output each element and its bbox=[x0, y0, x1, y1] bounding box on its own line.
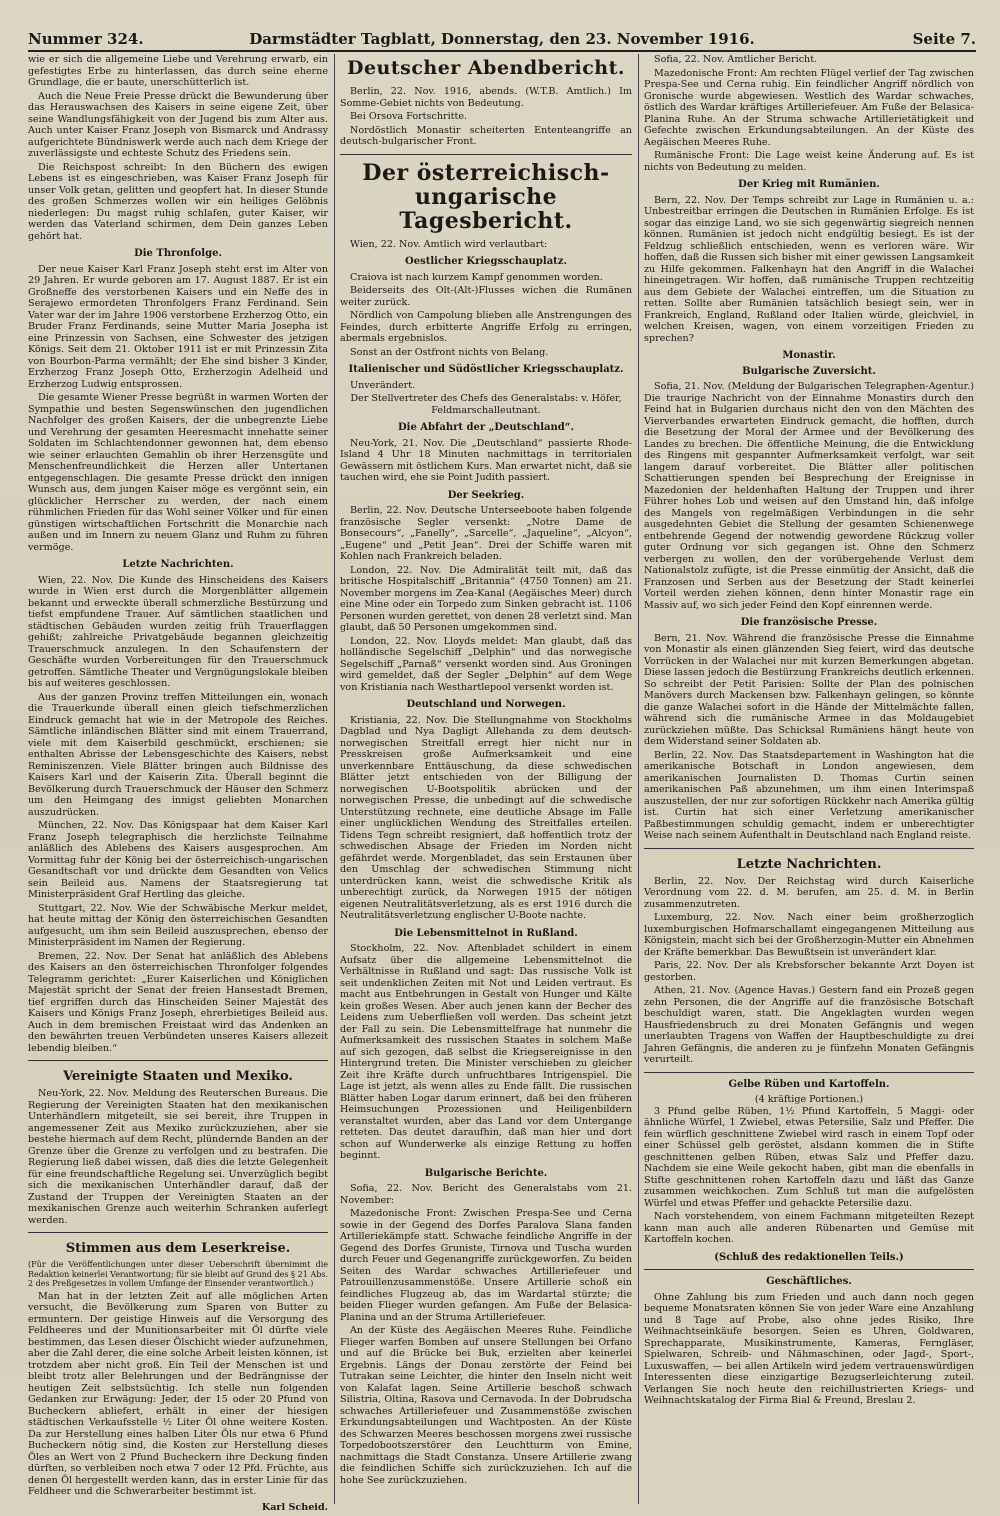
paragraph: Athen, 21. Nov. (Agence Havas.) Gestern fand ein Prozeß gegen zehn Personen, die der Angriffe auf die französische Botschaft beschuldigt waren, statt. Die Angeklagten wurden wegen Hausfriedensbruch zu drei Monaten Gefängnis und wegen unerlaubten Tragens von Waffen der Hauptbeschuldigte zu drei Jahren Gefängnis, die anderen zu je fünfzehn Monaten Gefängnis verurteilt. bbox=[644, 985, 974, 1065]
paragraph: Sofia, 21. Nov. (Meldung der Bulgarischen Telegraphen-Agentur.) Die traurige Nachricht von der Einnahme Monastirs durch den Feind hat in Bulgarien durchaus nicht den von den Mächten des Vierverbandes erwarteten Eindruck gemacht, die hofften, durch die Besetzung der Moral der Armee und der Bevölkerung des Landes zu brechen. Die öffentliche Meinung, die die Entwicklung des Ringens mit gespannter Aufmerksamkeit verfolgt, war seit langem darauf vorbereitet. Die Blätter aller politischen Schattierungen spenden bei Besprechung der Ereignisse in Mazedonien der heldenhaften Haltung der Truppen und ihrer Führer hohes Lob und weisen auf den Umstand hin, daß infolge des Mangels von regelmäßigen Verbindungen in die sehr ausgedehnten Gebiet die Stellung der gesamten Schienenwege entbehrende Gegend der notwendig gewordene Rückzug voller guter Ordnung vor sich gegangen ist. Ohne den Schmerz verbergen zu wollen, den der vorübergehende Verlust dem Nationalstolz zufügte, ist die Presse einmütig der Ansicht, daß die Franzosen und Serben aus der Besetzung der Stadt keinerlei Vorteil werden ziehen können, denn hinter Monastir rage ein Massiv auf, wo sich jeder Feind den Kopf einrennen werde. bbox=[644, 381, 974, 611]
paragraph: Mazedonische Front: Am rechten Flügel verlief der Tag zwischen Prespa-See und Cerna ruhig. Ein feindlicher Angriff nördlich von Gronische wurde abgewiesen. Westlich des Wardar schwaches, östlich des Wardar kräftiges Artilleriefeuer. Am Fuße der Belasica-Planina Ruhe. An der Struma schwache Artillerietätigkeit und Gefechte zwischen Erkundungsabteilungen. An der Küste des Aegäischen Meeres Ruhe. bbox=[644, 67, 974, 148]
divider bbox=[28, 1060, 328, 1061]
column-divider bbox=[334, 54, 335, 1504]
paragraph: Nach vorstehendem, von einem Fachmann mitgeteilten Rezept kann man auch alle anderen Rübenarten und Gemüse mit Kartoffeln kochen. bbox=[644, 1211, 974, 1245]
section-heading: Der Krieg mit Rumänien. bbox=[738, 179, 880, 190]
paragraph: An der Küste des Aegäischen Meeres Ruhe. Feindliche Flieger warfen Bomben auf unsere Stellungen bei Orfano und auf die Brücke bei Buk, erzielten aber keinerlei Ergebnis. Längs der Donau zerstörte der Feind bei Tutrakan seine Leichter, die hinter den Inseln nicht weit von Kalafat lagen. Seine Artillerie beschoß schwach Silistria, Oltina, Rasova und Cernavoda. In der Dobrudscha schwaches Artilleriefeuer und Zusammenstöße zwischen Erkundungsabteilungen und Wachtposten. An der Küste des Schwarzen Meeres beschossen morgens zwei russische Torpedobootszerstörer den Leuchtturm von Emine, nachmittags die Stadt Constanza. Unsere Artillerie zwang die feindlichen Schiffe sich zurückzuziehen. Ich auf die hohe See zurückzuziehen. bbox=[340, 1325, 632, 1486]
paragraph: Bern, 22. Nov. Der Temps schreibt zur Lage in Rumänien u. a.: Unbestreitbar erringen die Deutschen in Rumänien Erfolge. Es ist sogar das einzige Land, wo sie sich gegenwärtig siegreich nennen können. Rumänien ist jedoch nicht endgültig besiegt. Es ist der Feldzug schließlich entschieden, wenn es verloren wäre. Wir hoffen, daß die Russen sich bisher mit einer gewissen Langsamkeit zu Hilfe gekommen. Falkenhayn hat den Angriff in die Walachei hineingetragen. Wir hoffen, daß rumänische Truppen rechtzeitig aus dem Gebiete der Walachei eintreffen, um die Situation zu retten. Sollte aber Rumänien tatsächlich besiegt sein, wer in Frankreich, England, Rußland oder Italien würde, gleichviel, in welchen Kreisen, wagen, von einem vorzeitigen Frieden zu sprechen? bbox=[644, 194, 974, 344]
paragraph: Bremen, 22. Nov. Der Senat hat anläßlich des Ablebens des Kaisers an den österreichischen Thronfolger folgendes Telegramm gerichtet: „Eurer Kaiserlichen und Königlichen Majestät spricht der Senat der freien Hansestadt Bremen, tief ergriffen durch das Hinscheiden Seiner Majestät des Kaisers und Königs Franz Joseph, ehrerbietiges Beileid aus. Auch in dem bremischen Freistaat wird das Andenken an den bewährten treuen Verbündeten unseres Kaisers allezeit lebendig bleiben.“ bbox=[28, 950, 328, 1054]
section-heading: Gelbe Rüben und Kartoffeln. bbox=[728, 1078, 890, 1090]
section-heading: Deutschland und Norwegen. bbox=[406, 699, 566, 710]
paragraph: München, 22. Nov. Das Königspaar hat dem Kaiser Karl Franz Joseph telegraphisch die herzlichste Teilnahme anläßlich des Ablebens des Kaisers ausgesprochen. Am Vormittag fuhr der König bei der österreichisch-ungarischen Gesandtschaft vor und drückte dem Gesandten von Velics sein Beileid aus. Namens der Staatsregierung tat Ministerpräsident Graf Hertling das gleiche. bbox=[28, 820, 328, 900]
section-heading: Bulgarische Berichte. bbox=[424, 1167, 548, 1179]
section-subheading: Bulgarische Zuversicht. bbox=[742, 365, 876, 377]
paragraph: Der Stellvertreter des Chefs des Generalstabs: v. Höfer, Feldmarschalleutnant. bbox=[350, 393, 622, 416]
disclaimer: (Für die Veröffentlichungen unter dieser Ueberschrift übernimmt die Redaktion keinerlei Verantwortung; für sie bleibt auf Grund des § 21 Abs. 2 des Preßgesetzes in vollem Umfange der Einsender verantwortlich.) bbox=[28, 1260, 328, 1288]
editorial-end-note: (Schluß des redaktionellen Teils.) bbox=[714, 1251, 904, 1263]
paragraph: Sonst an der Ostfront nichts von Belang. bbox=[350, 346, 549, 358]
issue-number: Nummer 324. bbox=[28, 30, 144, 48]
section-heading: Letzte Nachrichten. bbox=[122, 559, 234, 570]
paragraph: Nördlich von Campolung blieben alle Anstrengungen des Feindes, durch erbitterte Angriffe Erfolg zu erringen, abermals ergebnislos. bbox=[340, 310, 632, 344]
paragraph: Man hat in der letzten Zeit auf alle möglichen Arten versucht, die Bevölkerung zum Sparen von Butter zu ermuntern. Der geistige Hinweis auf die Versorgung des Feldheeres und der Munitionsarbeiter mit Öl dürfte viele bestimmen, das Lesen dieser Ölschicht wieder aufzunehmen, aber die Zahl derer, die eine solche Arbeit leisten können, ist trotzdem aber nicht groß. Ein Teil der Menschen ist und bleibt trotz aller Belehrungen und der Bedrängnisse der heutigen Zeit selbstsüchtig. Ich stelle nun folgenden Gedanken zur Erwägung: Jeder, der 15 oder 20 Pfund von Bucheckern abliefert, erhält in einer der hiesigen städtischen Verkaufsstelle ½ Liter Öl ohne weitere Kosten. Da zur Herstellung eines halben Liter Öls nur etwa 6 Pfund Bucheckern nötig sind, die Kosten zur Herstellung dieses Öles an Wert von 2 Pfund Bucheckern ihre Deckung finden dürften, so verbleiben noch etwa 7 oder 12 Pfd. Früchte, aus denen Öl hergestellt werden kann, das in erster Linie für das Feldheer und die Schwerarbeiter bestimmt ist. bbox=[28, 1290, 328, 1497]
paragraph: Rumänische Front: Die Lage weist keine Änderung auf. Es ist nichts von Bedeutung zu melden. bbox=[644, 150, 974, 173]
paragraph: Berlin, 22. Nov. Der Reichstag wird durch Kaiserliche Verordnung vom 22. d. M. berufen, am 25. d. M. in Berlin zusammenzutreten. bbox=[644, 875, 974, 910]
masthead-rule bbox=[28, 50, 976, 52]
section-heading: Die Lebensmittelnot in Rußland. bbox=[394, 927, 578, 939]
divider bbox=[340, 154, 632, 155]
paragraph: Bern, 21. Nov. Während die französische Presse die Einnahme von Monastir als einen glänzenden Sieg feiert, wird das deutsche Vorrücken in der Walachei nur mit kurzen Bemerkungen abgetan. Diese lassen jedoch die Bestürzung Frankreichs deutlich erkennen. So schreibt der Petit Parisien: Sollte der Plan des polnischen Manövers durch Mackensen bzw. Falkenhayn gelingen, so könnte die ganze Walachei sofort in die Hände der Mittelmächte fallen, während sich die rumänische Armee in das Moldaugebiet zurückziehen müßte. Das Schicksal Rumäniens hängt heute von dem Widerstand seiner Soldaten ab. bbox=[644, 632, 974, 747]
section-heading: Die Abfahrt der „Deutschland“. bbox=[397, 422, 575, 433]
paragraph: Nordöstlich Monastir scheiterten Ententeangriffe an deutsch-bulgarischer Front. bbox=[340, 124, 632, 147]
paragraph: Kristiania, 22. Nov. Die Stellungnahme von Stockholms Dagblad und Nya Dagligt Allehanda zu dem deutsch-norwegischen Streitfall erregt hier nicht nur in Presskreisen große Aufmerksamkeit und eine unverkennbare Enttäuschung, da diese schwedischen Blätter jetzt entschieden von der Billigung der norwegischen U-Bootspolitik abrücken und der norwegischen Presse, die unbedingt auf die schwedische Unterstützung rechnete, eine deutliche Absage im Falle einer unglücklichen Wendung des Streitfalles erteilen. Tidens Tegn schreibt resigniert, daß hoffentlich trotz der schwedischen Absage der Frieden im Norden nicht gefährdet werde. Morgenbladet, das sein Erstaunen über den Umschlag der schwedischen Stimmung nicht unterdrücken kann, weist die schwedische Kritik als unberechtigt zurück, da Norwegen 1915 der nötigen eigenen Neutralitätsverletzung, als es erst 1916 durch die Neutralitätsverletzung englischer U-Boote nachte. bbox=[340, 714, 632, 921]
newspaper-dateline: Darmstädter Tagblatt, Donnerstag, den 23. November 1916. bbox=[249, 30, 755, 48]
paragraph: Luxemburg, 22. Nov. Nach einer beim großherzoglich luxemburgischen Hofmarschallamt eingegangenen Mitteilung aus Königstein, macht sich bei der Großherzogin-Mutter ein Abnehmen der Kräfte bemerkbar. Das Bewußtsein ist unverändert klar. bbox=[644, 912, 974, 958]
column-divider bbox=[638, 54, 639, 1504]
advertisement-text: Ohne Zahlung bis zum Frieden und auch dann noch gegen bequeme Monatsraten können Sie von jeder Ware eine Anzahlung und 8 Tage auf Probe, also ohne jedes Risiko, Ihre Weihnachtseinkäufe besorgen. Seien es Uhren, Goldwaren, Sprechapparate, Musikinstrumente, Kameras, Ferngläser, Spielwaren, Schreib- und Nähmaschinen, oder Jagd-, Sport-, Luxuswaffen, — bei allen Artikeln wird jedem vertrauenswürdigen Interessenten diese einzigartige Bezugserleichterung zuteil. Verlangen Sie noch heute den reichillustrierten Kriegs- und Weihnachtskatalog der Firma Bial & Freund, Breslau 2. bbox=[644, 1291, 974, 1406]
section-heading: Der österreichisch-ungarische Tagesbericht. bbox=[362, 159, 610, 234]
paragraph: Auch die Neue Freie Presse drückt die Bewunderung über das Herauswachsen des Kaisers in seine eigene Zeit, über seine Wandlungsfähigkeit von der Jugend bis zum Alter aus. Auch unter Kaiser Franz Joseph von Bismarck und Andrassy aufgerichtete Bündniswerk werde auch nach dem Kriege der zuverlässigste und echteste Schutz des Friedens sein. bbox=[28, 90, 328, 159]
column-1 bbox=[28, 54, 328, 1513]
paragraph: Bei Orsova Fortschritte. bbox=[350, 111, 468, 122]
divider bbox=[644, 1269, 974, 1270]
section-heading: Oestlicher Kriegsschauplatz. bbox=[405, 256, 567, 267]
paragraph: Berlin, 22. Nov. Das Staatsdepartement in Washington hat die amerikanische Botschaft in London angewiesen, dem amerikanischen Journalisten D. Thomas Curtin seinen amerikanischen Paß abzunehmen, um ihm einen Interimspaß auszustellen, der nur zur sofortigen Rückkehr nach Amerika gültig ist. Curtin hat sich einer Verletzung amerikanischer Paßbestimmungen schuldig gemacht, indem er unberechtigter Weise nach seinem Aufenthalt in Deutschland nach England reiste. bbox=[644, 749, 974, 841]
column-2 bbox=[340, 54, 632, 1504]
masthead bbox=[28, 30, 976, 50]
paragraph: Wien, 22. Nov. Die Kunde des Hinscheidens des Kaisers wurde in Wien erst durch die Morgenblätter allgemein bekannt und erweckte überall schmerzliche Bestürzung und tiefst empfundene Trauer. Auf sämtlichen staatlichen und städtischen Gebäuden wurden zeitig früh Trauerflaggen gehißt; zahlreiche Privatgebäude begannen gleichzeitig Trauerschmuck anzulegen. In den Schaufenstern der Geschäfte wurden Vorbereitungen für den Trauerschmuck getroffen. Sämtliche Theater und Vergnügungslokale bleiben bis auf weiteres geschlossen. bbox=[28, 574, 328, 689]
section-heading: Stimmen aus dem Leserkreise. bbox=[65, 1241, 291, 1256]
paragraph: Aus der ganzen Provinz treffen Mitteilungen ein, wonach die Trauerkunde überall einen gleich tiefschmerzlichen Eindruck gemacht hat wie in der Metropole des Reiches. Sämtliche inländischen Blätter sind mit einem Trauerrand, viele mit dem Kaiserbild geschmückt, erschienen; sie enthalten Abrisse der Lebensgeschichte des Kaisers, nebst Reminiszenzen. Viele Blätter bringen auch Bildnisse des Kaisers Karl und der Kaiserin Zita. Überall beginnt die Bevölkerung durch Trauerschmuck der Häuser den Schmerz um den Heimgang des innigst geliebten Monarchen auszudrücken. bbox=[28, 691, 328, 818]
paragraph: Neu-York, 21. Nov. Die „Deutschland“ passierte Rhode-Island 4 Uhr 18 Minuten nachmittags in territorialen Gewässern mit östlichem Kurs. Man erwartet nicht, daß sie tauchen wird, ehe sie Point Judith passiert. bbox=[340, 437, 632, 483]
paragraph: Berlin, 22. Nov. 1916, abends. (W.T.B. Amtlich.) Im Somme-Gebiet nichts von Bedeutung. bbox=[340, 86, 632, 109]
paragraph: wie er sich die allgemeine Liebe und Verehrung erwarb, ein gefestigtes Erbe zu hinterlassen, das durch seine eherne Grundlage, die er baute, unerschütterlich ist. bbox=[28, 54, 328, 88]
column-3 bbox=[644, 54, 974, 1504]
paragraph: Stockholm, 22. Nov. Aftenbladet schildert in einem Aufsatz über die allgemeine Lebensmittelnot die Verhältnisse in Rußland und sagt: Das russische Volk ist seit undenklichen Zeiten mit Not und Leiden vertraut. Es macht aus Entbehrungen in Gestalt von Hunger und Kälte kein großes Wesen. Aber auch jenen kann der Becher des Leidens zum Ueberfließen voll werden. Das scheint jetzt der Fall zu sein. Die Lebensmittelfrage hat nunmehr die Aufmerksamkeit des russischen Staates in solchem Maße auf sich gezogen, daß selbst die Kriegsereignisse in den Hintergrund treten. Die Minister verschieben zu gleicher Zeit ihre Kräfte durch unfruchtbares Intrigenspiel. Die Lage ist jetzt, als wenn alles zu Ende fällt. Die russischen Blätter haben Logar darum erinnert, daß bei den früheren Heimsuchungen Prozessionen und Heiligenbildern veranstaltet wurden, aber das Land vor dem Untergange retteten. Das deutet daraufhin, daß man hier und dort schon auf Wunderwerke als einzige Rettung zu hoffen beginnt. bbox=[340, 943, 632, 1161]
paragraph: London, 22. Nov. Lloyds meldet: Man glaubt, daß das holländische Segelschiff „Delphin“ und das norwegische Segelschiff „Parnaß“ versenkt worden sind. Aus Groningen wird gemeldet, daß der Segler „Delphin“ auf dem Wege von Kristiania nach Westhartlepool versenkt worden ist. bbox=[340, 635, 632, 693]
section-heading: Der Seekrieg. bbox=[447, 489, 525, 501]
section-heading: Italienischer und Südöstlicher Kriegsschauplatz. bbox=[348, 364, 624, 375]
divider bbox=[28, 1232, 328, 1233]
paragraph: Sofia, 22. Nov. Bericht des Generalstabs vom 21. November: bbox=[340, 1183, 632, 1206]
section-heading: Die französische Presse. bbox=[740, 617, 878, 628]
divider bbox=[644, 1072, 974, 1073]
paragraph: Sofia, 22. Nov. Amtlicher Bericht. bbox=[654, 54, 818, 65]
paragraph: Craiova ist nach kurzem Kampf genommen worden. bbox=[350, 271, 603, 283]
signature: Karl Scheid. bbox=[261, 1501, 328, 1513]
section-heading: Monastir. bbox=[782, 350, 836, 361]
section-heading: Deutscher Abendbericht. bbox=[346, 57, 626, 79]
section-heading: Vereinigte Staaten und Mexiko. bbox=[63, 1069, 293, 1084]
section-heading: Geschäftliches. bbox=[766, 1276, 852, 1287]
paragraph: 3 Pfund gelbe Rüben, 1½ Pfund Kartoffeln, 5 Maggi- oder ähnliche Würfel, 1 Zwiebel, etwas Petersilie, Salz und Pfeffer. Die fein würflich geschnittene Zwiebel wird rasch in einem Topf oder einer Schüssel gelb geröstet, alsdann kommen die in Stifte geschnittenen gelben Rüben, etwas Salz und Pfeffer dazu. Nachdem sie eine Weile gekocht haben, gibt man die ebenfalls in Stifte geschnittenen rohen Kartoffeln dazu und läßt das Ganze zusammen weichkochen. Zum Schluß tut man die aufgelösten Würfel und etwas Pfeffer und gehackte Petersilie dazu. bbox=[644, 1105, 974, 1209]
section-heading: Die Thronfolge. bbox=[134, 248, 222, 259]
paragraph: Mazedonische Front: Zwischen Prespa-See und Cerna sowie in der Gegend des Dorfes Paralova Slana fanden Artilleriekämpfe statt. Schwache feindliche Angriffe in der Gegend des Dorfes Gruniste, Tirnova und Tuscha wurden durch Feuer und Gegenangriffe zurückgeworfen. Zu beiden Seiten des Wardar schwaches Artilleriefeuer und Patrouillenzusammenstöße. Unsere Artillerie schoß ein feindliches Flugzeug ab, das im Wardartal stürzte; die beiden Flieger wurden gefangen. Am Fuße der Belasica-Planina und an der Struma Artilleriefeuer. bbox=[340, 1208, 632, 1323]
paragraph: Unverändert. bbox=[350, 379, 416, 391]
paragraph: Der neue Kaiser Karl Franz Joseph steht erst im Alter von 29 Jahren. Er wurde geboren am 17. August 1887. Er ist ein Großneffe des verstorbenen Kaisers und ein Neffe des in Serajewo ermordeten Thronfolgers Franz Ferdinand. Sein Vater war der im Jahre 1906 verstorbene Erzherzog Otto, ein Bruder Franz Ferdinands, seine Mutter Maria Josepha ist eine Prinzessin von Sachsen, eine Schwester des jetzigen Königs. Seit dem 21. Oktober 1911 ist er mit Prinzessin Zita von Bourbon-Parma vermählt; der Ehe sind bisher 3 Kinder, Erzherzog Franz Joseph Otto, Erzherzogin Adelheid und Erzherzog Ludwig entsprossen. bbox=[28, 263, 328, 390]
paragraph: Neu-York, 22. Nov. Meldung des Reuterschen Bureaus. Die Regierung der Vereinigten Staaten hat den mexikanischen Unterhändlern mitgeteilt, sie sei bereit, ihre Truppen in angemessener Zeit aus Mexiko zurückzuziehen, aber sie bestehe hiermach auf dem Recht, plündernde Banden an der Grenze über die Grenze zu verfolgen und zu bestrafen. Die Regierung ließ dabei wissen, daß dies die letzte Gelegenheit für eine freundschaftliche Regelung sei. Unverzüglich begibt sich die mexikanischen Unterhändler darauf, daß der Zustand der Truppen der Vereinigten Staaten an der mexikanischen Grenze auch weiterhin Schranken auferlegt werden. bbox=[28, 1088, 328, 1226]
paragraph: Wien, 22. Nov. Amtlich wird verlautbart: bbox=[350, 238, 548, 250]
section-subheading: (4 kräftige Portionen.) bbox=[754, 1094, 864, 1105]
paragraph: London, 22. Nov. Die Admiralität teilt mit, daß das britische Hospitalschiff „Britannia“ (4750 Tonnen) am 21. November morgens im Zea-Kanal (Aegäisches Meer) durch eine Mine oder ein Torpedo zum Sinken gebracht ist. 1106 Personen wurden gerettet, von denen 28 verletzt sind. Man glaubt, daß 50 Personen umgekommen sind. bbox=[340, 564, 632, 633]
paragraph: Stuttgart, 22. Nov. Wie der Schwäbische Merkur meldet, hat heute mittag der König den österreichischen Gesandten aufgesucht, um ihm sein Beileid auszusprechen, ebenso der Ministerpräsident im Namen der Regierung. bbox=[28, 902, 328, 948]
page-number: Seite 7. bbox=[912, 30, 976, 48]
paragraph: Die gesamte Wiener Presse begrüßt in warmen Worten der Sympathie und besten Segenswünschen den jugendlichen Nachfolger des großen Kaisers, der die unbegrenzte Liebe und Verehrung der gesamten Heeresmacht innehatte seiner Soldaten im Schlachtendonner gewonnen hat, dem ebenso wie seiner erlauchten Gemahlin ob ihrer Herzensgüte und Menschenfreundlichkeit die Herzen aller Untertanen entgegenschlagen. Die gesamte Presse drückt den innigen Wunsch aus, dem jungen Kaiser möge es vergönnt sein, ein glücklicher Herrscher zu werden, der nach einem rühmlichen Frieden für das Wohl seiner Völker und für einen günstigen wirtschaftlichen Fortschritt die Monarchie nach außen und im Innern zu neuem Glanz und Ruhm zu führen vermöge. bbox=[28, 392, 328, 553]
paragraph: Berlin, 22. Nov. Deutsche Unterseeboote haben folgende französische Segler versenkt: „Notre Dame de Bonsecours“, „Fanelly“, „Sarcelle“, „Jaqueline“, „Alcyon“, „Eugene“ und „Petit Jean“. Drei der Schiffe waren mit Kohlen nach Frankreich beladen. bbox=[340, 505, 632, 562]
paragraph: Paris, 22. Nov. Der als Krebsforscher bekannte Arzt Doyen ist gestorben. bbox=[644, 960, 974, 983]
section-heading: Letzte Nachrichten. bbox=[736, 856, 882, 872]
divider bbox=[644, 848, 974, 849]
paragraph: Die Reichspost schreibt: In den Büchern des ewigen Lebens ist es eingeschrieben, was Kaiser Franz Joseph für unser Volk getan, gelitten und geopfert hat. In dieser Stunde des großen Schmerzes wollen wir ein heiliges Gelöbnis niederlegen: Du magst ruhig schlafen, guter Kaiser, wir werden das Vaterland schirmen, dem Dein ganzes Leben gehört hat. bbox=[28, 161, 328, 242]
paragraph: Beiderseits des Olt-(Alt-)Flusses wichen die Rumänen weiter zurück. bbox=[340, 285, 632, 308]
